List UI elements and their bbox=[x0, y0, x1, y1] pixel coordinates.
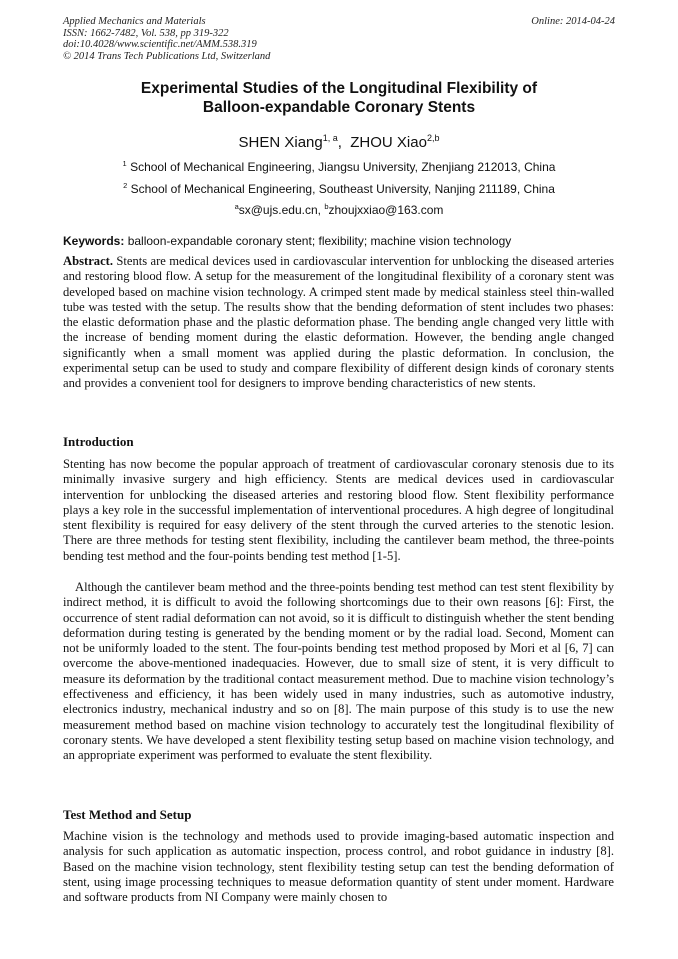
affil-text: School of Mechanical Engineering, Jiangsu University, Zhenjiang 212013, China bbox=[130, 160, 556, 174]
issn-line: ISSN: 1662-7482, Vol. 538, pp 319-322 bbox=[63, 27, 229, 39]
affil-mark: 2 bbox=[123, 181, 128, 190]
title-line-1: Experimental Studies of the Longitudinal Flexibility of bbox=[140, 80, 538, 97]
keywords bbox=[63, 234, 623, 249]
online-date: Online: 2014-04-24 bbox=[531, 16, 615, 27]
email-text: sx@ujs.edu.cn, bbox=[238, 203, 325, 217]
affil-text: School of Mechanical Engineering, Southeast University, Nanjing 211189, China bbox=[130, 182, 555, 196]
journal-header bbox=[63, 16, 270, 62]
affiliation-1 bbox=[40, 156, 638, 175]
intro-paragraph-2: Although the cantilever beam method and the three-points bending test method can test stent flexibility by indirect method, it is difficult to avoid the following shortcomings due to their own reasons [6]: First, the occurrence of stent radial deformation can not avoid, so it is difficult to distinguish whether the stent bending deformation during testing is generated by the bending moment or by the radial load. Second, Moment can not be uniformly loaded to the stent. The four-points bending test method proposed by Mori et al [6, 7] can overcome the above-mentioned inadequacies. However, due to small size of stent, it is very difficult to measure its deformation by the traditional contact measurement method. Due to machine vision technology’s effectiveness and efficiency, it has been widely used in many industries, such as automotive industry, electronics industry, mechanical industry and so on [8]. The main purpose of this study is to use the new measurement method based on machine vision technology to accurately test the longitudinal flexibility of coronary stents. We have developed a stent flexibility testing setup based on machine vision technology, and an appropriate experiment was performed to evaluate the stent flexibility. bbox=[63, 580, 614, 763]
author-emails bbox=[40, 199, 638, 218]
section-heading-test-method: Test Method and Setup bbox=[63, 807, 192, 822]
author-name: ZHOU Xiao bbox=[350, 134, 427, 151]
author-name: SHEN Xiang bbox=[238, 134, 323, 151]
abstract-label: Abstract. bbox=[63, 254, 114, 268]
copyright-line: © 2014 Trans Tech Publications Ltd, Switzerland bbox=[63, 50, 271, 62]
affiliation-2 bbox=[40, 178, 638, 197]
keywords-text: balloon-expandable coronary stent; flexibility; machine vision technology bbox=[124, 234, 512, 248]
author-list: SHEN Xiang$^{1, a}$, ZHOU Xiao$^{2,b}$ bbox=[238, 133, 440, 151]
abstract-text: Stents are medical devices used in cardiovascular intervention for unblocking the diseased arteries and restoring blood flow. A setup for the measurement of the longitudinal flexibility of a coronary stent was developed based on machine vision technology. A crimped stent made by medical stainless steel thin-walled tube was tested with the setup. The results show that the bending deformation of stent includes two phases: the elastic deformation phase and the plastic deformation phase. The bending angle changed very little with the increase of bending moment during the elastic deformation. However, the bending angle changed significantly when a small moment was applied during the plastic deformation. In conclusion, the experimental setup can be used to study and compare flexibility of different design kinds of coronary stents and provides a convenient tool for designers to improve bending characteristics of new stents. bbox=[63, 254, 614, 391]
email-mark: a bbox=[234, 202, 239, 211]
author-affil-mark: 2,b bbox=[426, 133, 440, 143]
abstract bbox=[63, 254, 614, 392]
doi-line: doi:10.4028/www.scientific.net/AMM.538.319 bbox=[63, 39, 257, 50]
section-heading-introduction: Introduction bbox=[63, 434, 134, 449]
title-line-2: Balloon-expandable Coronary Stents bbox=[202, 99, 476, 116]
keywords-label: Keywords: bbox=[63, 234, 125, 248]
email-mark: b bbox=[324, 202, 329, 211]
email-text: zhoujxxiao@163.com bbox=[328, 203, 444, 217]
paper-title bbox=[40, 79, 638, 117]
affil-mark: 1 bbox=[122, 159, 127, 168]
method-paragraph-1: Machine vision is the technology and methods used to provide imaging-based automatic inspection and analysis for such application as automatic inspection, process control, and robot guidance in industry [8]. Based on the machine vision technology, stent flexibility testing setup can test the bending deformation of stent, using image processing techniques to measue deformation quantity of stent under moment. Hardware and software products from NI Company were mainly chosen to bbox=[63, 829, 614, 905]
intro-paragraph-1: Stenting has now become the popular approach of treatment of cardiovascular coronary stenosis due to its minimally invasive surgery and high efficiency. Stents are medical devices used in cardiovascular intervention for unblocking the diseased arteries and restoring blood flow. Stent flexibility performance plays a key role in the successful implementation of interventional procedures. A high degree of longitudinal stent flexibility is required for easy delivery of the stent through the curved arteries to the stenotic lesion. There are three methods for testing stent flexibility, including the cantilever beam method, the three-points bending test method and the four-points bending test method [1-5]. bbox=[63, 457, 614, 563]
journal-name: Applied Mechanics and Materials bbox=[63, 16, 206, 27]
author-affil-mark: 1, a bbox=[322, 133, 338, 143]
